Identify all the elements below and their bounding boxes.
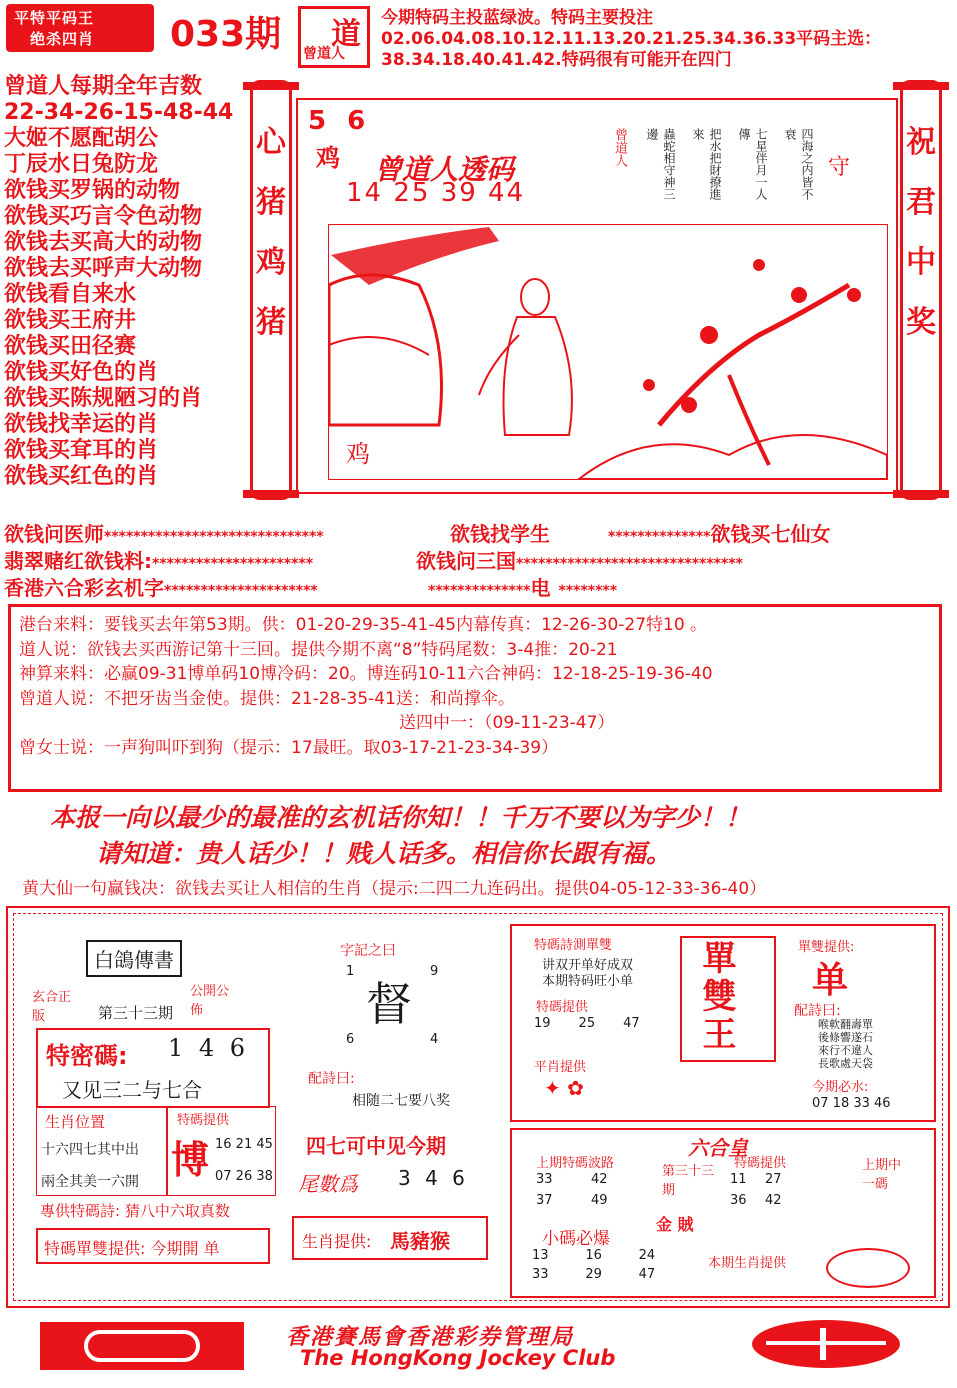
prb-tema-label: 特碼提供 <box>734 1156 787 1171</box>
pl-danshuang: 特碼單雙提供: 今期開 单 <box>44 1239 220 1258</box>
row3-a: 香港六合彩玄机字 <box>4 576 164 600</box>
prt-heart-nums: 07 18 33 46 <box>812 1096 891 1111</box>
scroll-rod-right-bottom <box>893 490 949 498</box>
pl-pos-line2: 兩全其美一六開 <box>41 1174 139 1190</box>
left-column-line-4: 欲钱买罗锅的动物 <box>4 178 181 203</box>
pm-big-char: 督 <box>366 977 412 1031</box>
pl-pos-box <box>36 1106 168 1196</box>
prb-grid-num-2: 37 <box>536 1193 553 1208</box>
pm-n2: 9 <box>430 964 439 979</box>
row-1 <box>4 518 324 547</box>
prb-grid-num-0: 33 <box>536 1172 553 1187</box>
prb-wave-label: 上期特碼波路 <box>536 1156 615 1171</box>
left-column-line-14: 欲钱买耷耳的肖 <box>4 438 159 463</box>
prb-small-num-3: 33 <box>532 1267 549 1282</box>
prt-zodiac-label: 平肖提供 <box>534 1060 587 1075</box>
row3-stars1: ********************* <box>164 583 318 599</box>
row3-c: ******** <box>558 583 618 599</box>
left-column-line-0: 曾道人每期全年吉数 <box>4 74 203 99</box>
prt-poem-line-3: 長歌處天袋 <box>818 1057 873 1070</box>
prt-logo: 單雙王 <box>696 940 736 1054</box>
left-column-line-5: 欲钱买巧言令色动物 <box>4 204 203 229</box>
prb-small-num-4: 29 <box>585 1267 602 1282</box>
left-column-line-13: 欲钱找幸运的肖 <box>4 412 159 437</box>
row1-a: 欲钱问医师 <box>4 522 104 546</box>
prb-side-text: 上期中一碼 <box>862 1158 902 1192</box>
scroll-left-char-3: 猪 <box>256 305 286 340</box>
pl-nums-row1: 16 21 45 <box>215 1137 273 1152</box>
info-line-4: 送四中一：（09-11-23-47） <box>399 713 615 733</box>
row3-b: ************** <box>428 583 531 599</box>
footer-cn-name: 香港賽馬會香港彩券管理局 <box>286 1324 575 1350</box>
pm-n3: 6 <box>346 1032 355 1047</box>
header-seal <box>6 4 154 52</box>
pl-issue: 第三十三期 <box>98 1004 174 1022</box>
prt-poem-line-1: 後條響遂石 <box>818 1031 873 1044</box>
logo-box <box>298 6 370 68</box>
prb-issue: 第三十三期 <box>662 1164 715 1198</box>
panel-right-top <box>510 924 936 1122</box>
prb-small-num-0: 13 <box>532 1248 549 1263</box>
footer-emblem-bar <box>766 1341 886 1345</box>
prt-poem-line-0: 喉軟翻壽單 <box>818 1018 873 1031</box>
footer-logo-block <box>40 1322 244 1370</box>
scroll-rod-left-bottom <box>243 490 299 498</box>
seal-line1: 平特平码王 <box>14 9 95 27</box>
info-line-0: 港台来料：要钱买去年第53期。供：01-20-29-35-41-45内幕传真：12-26-30-27特10 。 <box>19 615 708 635</box>
prt-poem1: 讲双开单好成双 <box>542 958 634 973</box>
pl-small-right: 公開公佈 <box>190 984 230 1018</box>
pm-n4: 4 <box>430 1032 439 1047</box>
footer-en-name: The HongKong Jockey Club <box>300 1346 616 1370</box>
pl-small-left: 玄合正版 <box>32 990 72 1024</box>
left-column-line-1: 22-34-26-15-48-44 <box>4 100 234 125</box>
painting-char-right: 守 <box>828 155 851 180</box>
slogan-1: 本报一向以最少的最准的玄机话你知！！千万不要以为字少！！ <box>50 803 751 832</box>
row2-stars1: ********************** <box>152 556 314 572</box>
prb-zodiac-label: 本期生肖提供 <box>708 1256 787 1271</box>
prt-poem-label: 配詩曰: <box>794 1003 841 1019</box>
pl-pos-line1: 十六四七其中出 <box>41 1142 139 1158</box>
prt-num-0: 19 <box>534 1016 551 1031</box>
scroll-rod-left-top <box>243 82 299 90</box>
info-line-5: 曾女士说：一声狗叫吓到狗（提示：17最旺。取03-17-21-23-34-39） <box>19 737 559 758</box>
left-column-line-12: 欲钱买陈规陋习的肖 <box>4 386 203 411</box>
row2-b: 欲钱问三国 <box>416 549 516 573</box>
pl-title: 白鴿傳書 <box>86 940 182 977</box>
scroll-left-char-2: 鸡 <box>256 245 286 280</box>
prt-nums <box>534 1016 668 1031</box>
left-column <box>4 74 233 490</box>
row-3-b <box>428 572 617 601</box>
prb-small-label: 小碼必爆 <box>542 1229 610 1249</box>
prt-big-char: 单 <box>812 960 849 1001</box>
prt-num-1: 25 <box>578 1016 596 1031</box>
pm-zodiac-value: 馬豬猴 <box>390 1229 450 1253</box>
painting-poem-line-0: 四海之内皆不衰 <box>783 128 814 200</box>
footer-emblem-icon <box>752 1320 900 1368</box>
pm-zodiac-box <box>292 1216 488 1260</box>
left-column-line-15: 欲钱买红色的肖 <box>4 464 159 489</box>
painting-title: 曾道人透码 <box>374 153 515 186</box>
left-column-line-10: 欲钱买田径赛 <box>4 334 137 359</box>
footer-logo-mark-icon <box>84 1330 200 1362</box>
scroll-left-char-0: 心 <box>256 125 286 160</box>
left-column-line-11: 欲钱买好色的肖 <box>4 360 159 385</box>
info-box <box>8 604 942 792</box>
info-line-3: 曾道人说：不把牙齿当金使。提供：21-28-35-41送：和尚撑伞。 <box>19 688 515 709</box>
painting-signature: 曾道人 <box>612 128 627 167</box>
prt-logo-label: 單雙提供: <box>798 940 855 955</box>
scroll-right-char-0: 祝 <box>906 125 936 160</box>
info-line-1: 道人说：欲钱去买西游记第十三回。提供今期不离“8”特码尾数：3-4推：20-21 <box>19 639 618 660</box>
prb-tema-num-3: 42 <box>765 1193 782 1208</box>
prt-poem-lines <box>818 1018 873 1070</box>
scroll-left <box>250 80 292 500</box>
prb-title: 六合皇 <box>688 1136 748 1160</box>
issue-number: 033期 <box>170 14 282 55</box>
painting-poem-line-2: 把水把財撩進來 <box>691 128 722 200</box>
prb-small-nums <box>532 1248 692 1282</box>
prt-zodiac-icons: ✦ ✿ <box>544 1076 584 1100</box>
prb-seal-icon <box>826 1248 910 1288</box>
pm-title: 字記之曰 <box>340 943 396 959</box>
prb-small-num-5: 47 <box>638 1267 656 1282</box>
left-column-line-8: 欲钱看自来水 <box>4 282 137 307</box>
row1-stars1: ****************************** <box>104 529 324 545</box>
pm-line1: 四七可中见今期 <box>306 1134 446 1158</box>
prb-tema-num-0: 11 <box>730 1172 747 1187</box>
pm-poem: 相随二七要八奖 <box>352 1093 450 1109</box>
pm-poem-label: 配詩曰: <box>308 1071 355 1087</box>
prb-tema-num-1: 27 <box>765 1172 782 1187</box>
scroll-right <box>900 80 942 500</box>
prt-title: 特碼詩測單雙 <box>534 938 613 953</box>
painting-poem-line-1: 七星伴月一人傳 <box>737 128 768 200</box>
prb-big-word: 金 賊 <box>656 1215 694 1234</box>
prt-logo-box <box>680 936 776 1062</box>
pl-special-title: 特碼提供 <box>177 1113 230 1128</box>
prb-small-num-1: 16 <box>585 1248 602 1263</box>
seal-line2: 绝杀四肖 <box>30 30 95 48</box>
painting-poem <box>644 128 816 200</box>
pl-special-box <box>166 1106 276 1196</box>
pl-hint: 又见三二与七合 <box>62 1078 202 1102</box>
left-column-line-7: 欲钱去买呼声大动物 <box>4 256 203 281</box>
row2-stars2: ******************************* <box>516 556 743 572</box>
row-3 <box>4 572 318 601</box>
pl-tema-box <box>36 1028 270 1108</box>
logo-char: 道 <box>331 17 361 52</box>
pl-big-char: 博 <box>171 1138 210 1182</box>
footer-emblem-post <box>820 1328 826 1360</box>
panel-mid <box>290 928 500 1272</box>
scroll-right-char-3: 奖 <box>906 305 936 340</box>
header-notice: 今期特码主投蓝绿波。特码主要投注02.06.04.08.10.12.11.13.20.21.25.34.36.33平码主选：38.34.18.40.41.42.特码很有可能开在四门 <box>381 8 882 70</box>
left-column-line-2: 大姬不愿配胡公 <box>4 126 159 151</box>
row3-stars2: 电 <box>530 576 551 600</box>
painting-numbers-top: 5 6 <box>308 106 372 136</box>
row-2-b <box>416 545 743 574</box>
scroll-rod-right-top <box>893 82 949 90</box>
prt-poem2: 本期特码旺小单 <box>542 974 634 989</box>
prb-tema-num-2: 36 <box>730 1193 747 1208</box>
row1-b: 欲钱找学生 <box>450 522 550 546</box>
pl-tema-value: 1 4 6 <box>168 1034 250 1062</box>
pm-zodiac-label: 生肖提供: <box>302 1232 372 1251</box>
row2-a: 翡翠赌红欲钱料: <box>4 549 152 573</box>
pl-danshuang-box <box>36 1228 270 1264</box>
scroll-right-char-1: 君 <box>906 185 936 220</box>
prt-poem-line-2: 來行不違人 <box>818 1044 873 1057</box>
pm-n1: 1 <box>346 964 355 979</box>
huang-line: 黄大仙一句赢钱决：欲钱去买让人相信的生肖（提示:二四二九连码出。提供04-05-12-33-36-40） <box>22 879 767 899</box>
painting-scene <box>328 224 888 480</box>
prb-grid <box>536 1172 646 1208</box>
prb-grid-num-1: 42 <box>591 1172 608 1187</box>
scroll-right-char-2: 中 <box>906 245 936 280</box>
slogan-2: 请知道：贵人话少！！贱人话多。相信你长跟有福。 <box>96 839 672 868</box>
pl-pos-title: 生肖位置 <box>45 1113 106 1131</box>
pl-tema-label: 特密碼: <box>46 1042 128 1070</box>
pm-tail-label: 尾數爲 <box>298 1172 358 1196</box>
immortal-illustration <box>329 225 887 479</box>
prt-num-2: 47 <box>623 1016 640 1031</box>
pl-poem-line: 專供特碼詩: 猜八中六取真数 <box>40 1202 230 1220</box>
prt-heart-label: 今期必水: <box>812 1080 869 1095</box>
scroll-left-char-1: 猪 <box>256 185 286 220</box>
painting-frame <box>296 98 898 494</box>
logo-sub: 曾道人 <box>303 46 345 62</box>
info-lines <box>19 613 931 760</box>
row-2 <box>4 545 313 574</box>
prb-tema-nums <box>730 1172 800 1208</box>
prt-tema-label: 特碼提供 <box>536 1000 589 1015</box>
info-line-2: 神算来料：必赢09-31博单码10博冷码：20。博连码10-11六合神码：12-18-25-19-36-40 <box>19 664 713 684</box>
panel-right-bottom <box>510 1128 936 1298</box>
left-column-line-3: 丁辰水日兔防龙 <box>4 152 159 177</box>
pl-nums-row2: 07 26 38 <box>215 1169 273 1184</box>
prb-small-num-2: 24 <box>638 1248 656 1263</box>
row1-stars2: ************** <box>608 529 711 545</box>
pm-tail-value: 3 4 6 <box>398 1166 469 1190</box>
row1-c: 欲钱买七仙女 <box>710 522 831 546</box>
row-1-c <box>608 518 831 547</box>
row-1-b <box>450 518 550 547</box>
painting-poem-line-3: 蟲蛇相守神三邊 <box>645 128 676 200</box>
painting-zodiac-top: 鸡 <box>316 144 340 172</box>
panel-left <box>24 928 280 1272</box>
left-column-line-9: 欲钱买王府井 <box>4 308 137 333</box>
left-column-line-6: 欲钱去买高大的动物 <box>4 230 203 255</box>
prb-grid-num-3: 49 <box>591 1193 608 1208</box>
painting-codes: 14 25 39 44 <box>346 178 526 208</box>
painting-zodiac-bottom: 鸡 <box>346 440 370 468</box>
